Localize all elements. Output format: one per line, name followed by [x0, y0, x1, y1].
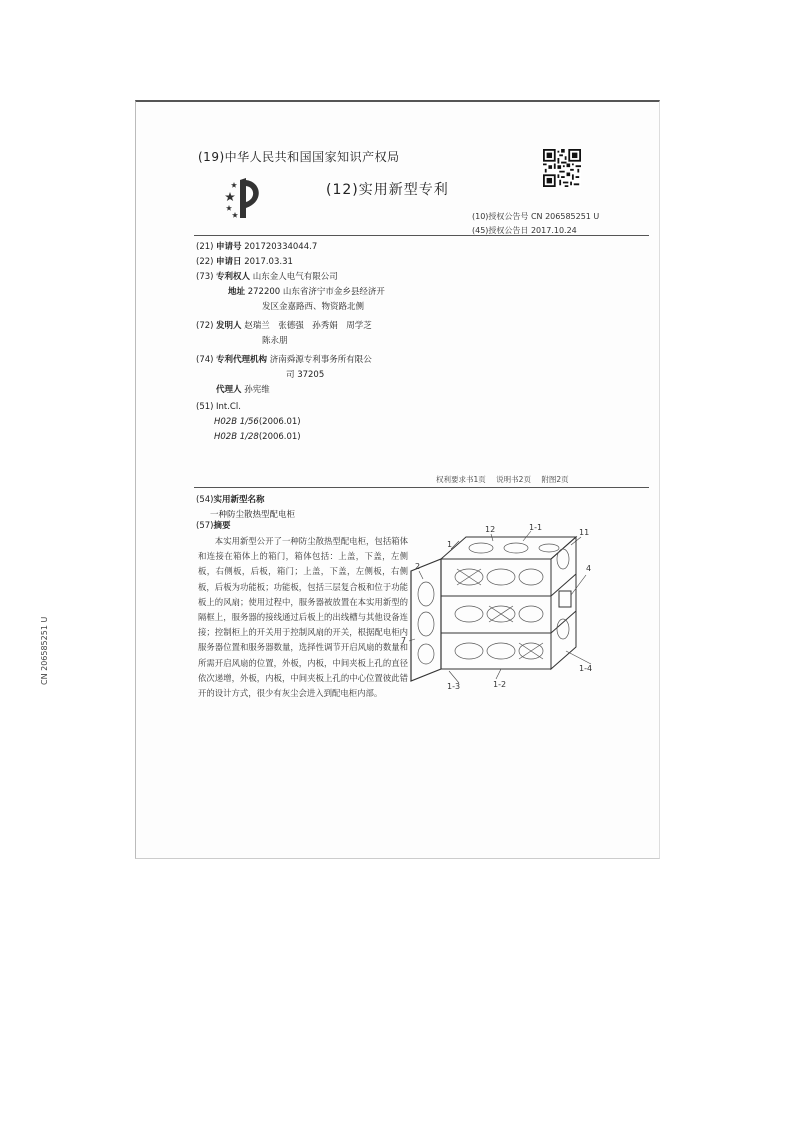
cabinet-front-face [441, 559, 551, 669]
section-rule [194, 487, 649, 488]
code-74: (74) [196, 355, 214, 365]
figure-label-4: 4 [586, 564, 592, 573]
figure-label-2: 2 [415, 562, 421, 571]
agent-label: 代理人 [216, 385, 242, 395]
agent-row [196, 383, 396, 398]
description-pages: 说明书2页 [496, 475, 531, 484]
agency-line-1: 济南舜源专利事务所有限公 [269, 355, 372, 365]
ipc-label: Int.Cl. [216, 402, 241, 412]
inventors-line-1: 赵瑞兰 张德强 孙秀娟 周学芝 [244, 321, 372, 331]
address-line-2: 发区金嘉路西、物资路北侧 [262, 302, 365, 312]
code-54: (54) [196, 495, 214, 505]
figure-label-1-3: 1-3 [447, 682, 461, 689]
ipc-class-1 [196, 415, 396, 430]
claims-pages: 权利要求书1页 [436, 475, 486, 484]
side-switch-box [559, 591, 571, 607]
abstract-heading [196, 519, 230, 531]
figure-label-1-2: 1-2 [493, 680, 507, 689]
figure-label-1: 1 [447, 540, 453, 549]
abstract-text: 本实用新型公开了一种防尘散热型配电柜，包括箱体和连接在箱体上的箱门，箱体包括：上盖，下盖，左侧板，右侧板，后板，箱门；上盖，下盖，左侧板，右侧板，后板为功能板；功能板，包括三层复合板和位于功能板上的风扇；使用过程中，服务器被放置在本实用新型的隔框上，服务器的接线通过后板上的出线槽与其他设备连接；控制柜上的开关用于控制风扇的开关，根据配电柜内服务器位置和服务器数量，选择性调节开启风扇的数量和所需开启风扇的位置，外板，内板，中间夹板上孔的直径依次递增，外板，内板，中间夹板上孔的中心位置彼此错开的设计方式，很少有灰尘会进入到配电柜内部。 [198, 536, 408, 699]
ipc-class-2-date: (2006.01) [258, 432, 301, 442]
ipc-class-1-date: (2006.01) [258, 417, 301, 427]
abstract-label: 摘要 [213, 521, 231, 531]
page-counts [436, 474, 577, 485]
cabinet-top-face [441, 537, 576, 559]
code-22: (22) [196, 257, 214, 267]
inventors-row [196, 319, 396, 334]
agent-value: 孙宪维 [244, 385, 270, 395]
title-heading [196, 493, 264, 505]
ipc-class-2-code: H02B 1/28 [214, 432, 259, 442]
cabinet-right-face [551, 537, 576, 669]
bibliographic-data [196, 240, 396, 445]
ipc-row [196, 400, 396, 415]
figure-pages: 附图2页 [541, 475, 569, 484]
side-publication-number: CN 206585251 U [40, 616, 49, 685]
inventors-line-2: 陈永朋 [262, 336, 288, 346]
utility-model-title: 一种防尘散热型配电柜 [210, 510, 296, 520]
figure-label-7: 7 [401, 636, 407, 645]
document-type: (12)实用新型专利 [326, 182, 449, 198]
inventors-line-2-row [196, 334, 396, 349]
agency-heading: (19)中华人民共和国国家知识产权局 [198, 150, 400, 164]
title-label: 实用新型名称 [213, 495, 265, 505]
application-date-row [196, 255, 396, 270]
pub-date-value: 2017.10.24 [530, 226, 577, 235]
agency-line-2: 司 37205 [286, 370, 325, 380]
address-label: 地址 [228, 287, 246, 297]
header-rule [194, 235, 649, 236]
open-door [411, 559, 441, 681]
code-51: (51) [196, 402, 214, 412]
publication-number [472, 211, 599, 222]
agency-row [196, 353, 396, 368]
application-number-label: 申请号 [216, 242, 242, 252]
figure-label-1-4: 1-4 [579, 664, 593, 673]
inventors-label: 发明人 [216, 321, 242, 331]
patentee-value: 山东金人电气有限公司 [252, 272, 338, 282]
ipc-class-2 [196, 430, 396, 445]
agency-line-2-row [196, 368, 396, 383]
patentee-label: 专利权人 [216, 272, 251, 282]
pub-number-value: CN 206585251 U [530, 212, 600, 221]
patent-page [135, 100, 660, 859]
code-57: (57) [196, 521, 214, 531]
pub-date-label: (45)授权公告日 [472, 226, 529, 235]
qr-code-icon [543, 149, 581, 187]
code-21: (21) [196, 242, 214, 252]
figure-label-11: 11 [579, 528, 590, 537]
address-row [196, 285, 396, 300]
agency-label: 专利代理机构 [216, 355, 268, 365]
figure-label-12: 12 [485, 525, 496, 534]
application-number-row [196, 240, 396, 255]
patentee-row [196, 270, 396, 285]
pub-number-label: (10)授权公告号 [472, 212, 529, 221]
application-number-value: 201720334044.7 [244, 242, 318, 252]
ipc-class-1-code: H02B 1/56 [214, 417, 259, 427]
cabinet-figure [401, 519, 601, 689]
sipo-logo-icon [224, 174, 266, 222]
application-date-value: 2017.03.31 [244, 257, 293, 267]
figure-label-1-1: 1-1 [529, 523, 543, 532]
code-72: (72) [196, 321, 214, 331]
code-73: (73) [196, 272, 214, 282]
address-line-1: 272200 山东省济宁市金乡县经济开 [247, 287, 385, 297]
address-line-2-row [196, 300, 396, 315]
application-date-label: 申请日 [216, 257, 242, 267]
